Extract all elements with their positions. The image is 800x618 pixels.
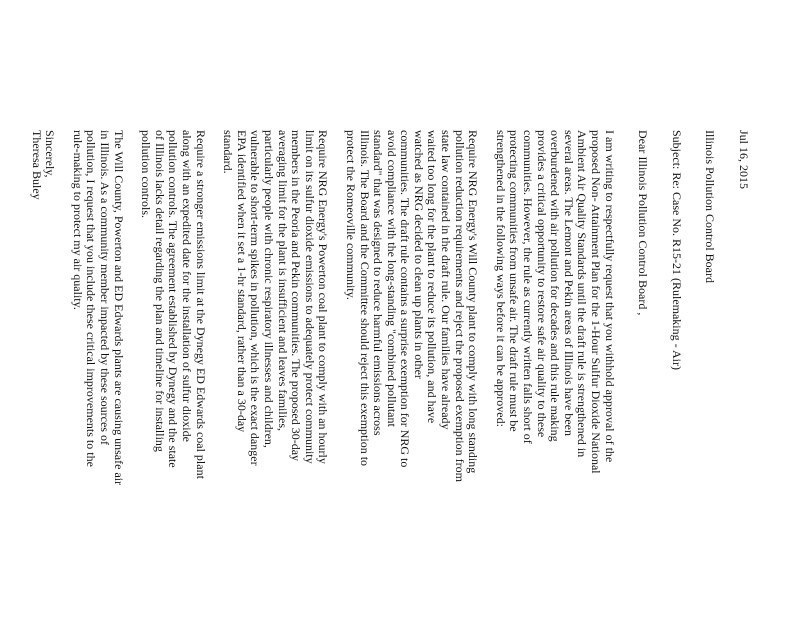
- paragraph-line: Require a stronger emissions limit at the Dynegy ED Edwards coal plant: [193, 130, 208, 479]
- paragraph-line: overburdened with air pollution for decades and this rule making: [548, 130, 563, 442]
- paragraph-line: pollution, I request that you include these critical improvements to the: [84, 130, 99, 467]
- paragraph-line: I am writing to respectfully request that you withhold approval of the: [602, 130, 617, 463]
- paragraph-line: proposed Non- Attainment Plan for the 1-Hour Sulfur Dioxide National: [589, 130, 604, 474]
- paragraph-line: pollution reduction requirements and reject the proposed exemption from: [452, 130, 467, 482]
- paragraph-line: pollution controls. The agreement established by Dynegy and the state: [166, 130, 181, 468]
- paragraph-line: Ambient Air Quality Standards until the draft rule is strengthened in: [575, 130, 590, 458]
- letter-salutation: Dear Illinois Pollution Control Board ,: [636, 130, 651, 316]
- paragraph-request: [493, 130, 615, 618]
- paragraph-line: waited too long for the plant to reduce its pollution, and have: [425, 130, 440, 424]
- paragraph-line: along with an expedited date for the installation of sulfur dioxide: [180, 130, 194, 442]
- paragraph-line: standard.: [221, 130, 236, 174]
- paragraph-line: Illinois. The Board and the Committee should reject this exemption to: [357, 130, 372, 467]
- paragraph-line: provides a critical opportunity to restore safe air quality to these: [534, 130, 549, 438]
- paragraph-line: EPA identified when it set a 1-hr standard, rather than a 30-day: [234, 130, 249, 433]
- paragraph-line: protect the Romeoville community.: [343, 130, 358, 300]
- paragraph-line: Require NRG Energy's Will County plant to comply with long standing: [466, 130, 481, 474]
- paragraph-powerton: [221, 130, 330, 618]
- paragraph-line: vulnerable to short-term spikes in pollution, which is the exact danger: [248, 130, 263, 466]
- paragraph-line: averaging limit for the plant is insufficient and leaves families,: [275, 130, 290, 432]
- paragraph-line: strengthened in the following ways before it can be approved:: [493, 130, 508, 427]
- paragraph-line: in Illinois. As a community member impacted by these sources of: [98, 130, 113, 445]
- paragraph-line: state law contained in the draft rule. Our families have already: [439, 130, 454, 430]
- letter-date: Jul 16, 2015: [737, 130, 751, 190]
- letter-recipient: Illinois Pollution Control Board: [703, 130, 718, 284]
- paragraph-line: watched as NRG decided to clean up plants in other: [411, 130, 426, 379]
- letter-subject: Subject: Re: Case No. R15-21 (Rulemaking - Air): [669, 130, 684, 370]
- paragraph-ed-edwards: [139, 130, 207, 618]
- paragraph-line: particularly people with chronic respiratory illnesses and children,: [261, 130, 276, 448]
- letter-closing: Sincerely,: [43, 130, 58, 178]
- letter-body: [29, 130, 750, 618]
- letter-signature: Theresa Buley: [29, 130, 44, 200]
- paragraph-line: several areas. The Lemont and Pekin areas of Illinois have been: [561, 130, 576, 436]
- paragraph-line: limit on its sulfur dioxide emissions to adequately protect community: [302, 130, 317, 464]
- paragraph-conclusion: [70, 130, 124, 618]
- paragraph-line: members in the Peoria and Pekin communities. The proposed 30-day: [289, 130, 304, 462]
- paragraph-line: of Illinois lacks detail regarding the plan and timeline for installing: [152, 130, 167, 452]
- paragraph-line: Require NRG Energy's Powerton coal plant to comply with an hourly: [316, 130, 331, 464]
- paragraph-line: communities. The draft rule contains a surprise exemption for NRG to: [398, 130, 413, 468]
- paragraph-line: rule-making to protect my air quality.: [70, 130, 85, 310]
- paragraph-line: communities. However, the rule as currently written falls short of: [521, 130, 536, 444]
- paragraph-line: standard" that was designed to reduce harmful emissions across: [371, 130, 386, 436]
- paragraph-line: avoid compliance with the long-standing "combined pollutant: [384, 130, 399, 427]
- paragraph-line: pollution controls.: [139, 130, 154, 218]
- paragraph-line: protecting communities from unsafe air. The draft rule must be: [507, 130, 522, 432]
- paragraph-will-county: [343, 130, 479, 618]
- paragraph-line: The Will County, Powerton and ED Edwards plants are causing unsafe air: [111, 130, 126, 486]
